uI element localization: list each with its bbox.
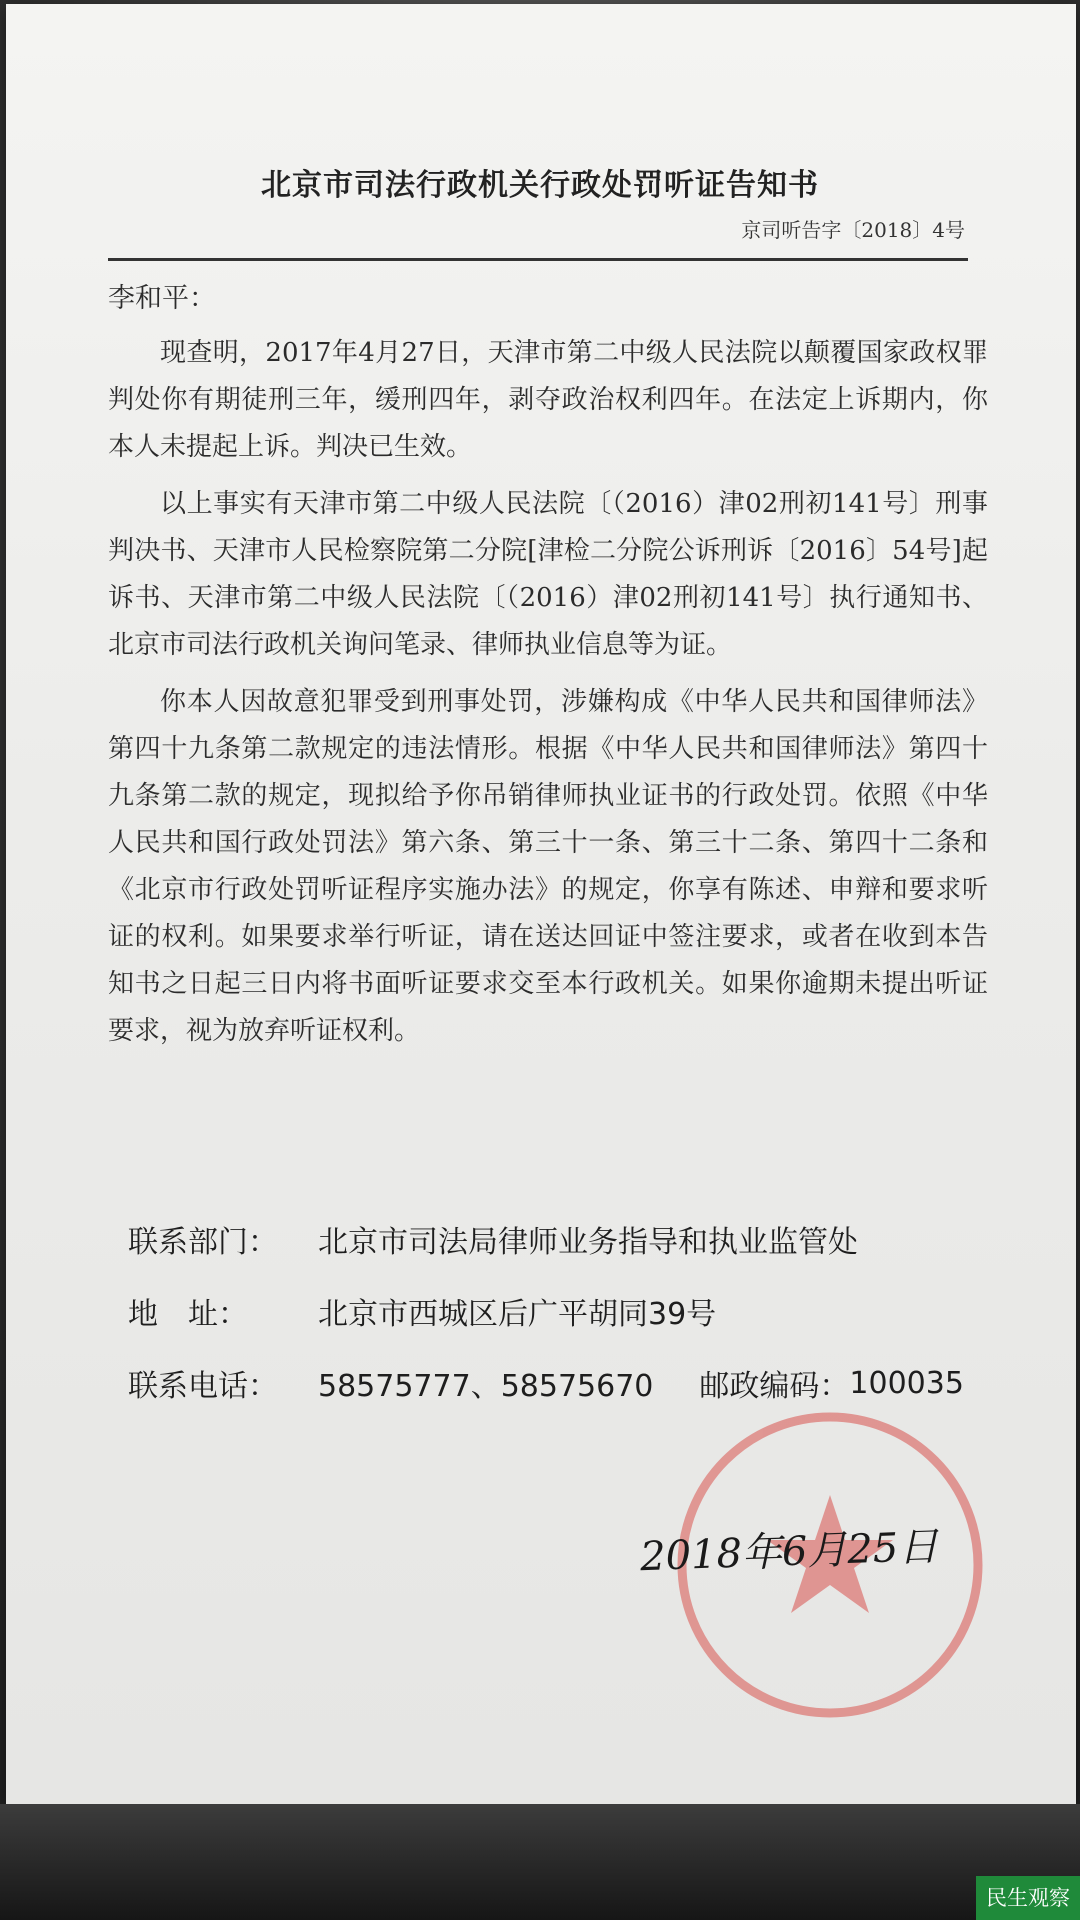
phone-label: 联系电话： <box>128 1369 278 1404</box>
paragraph-findings: 现查明，2017年4月27日，天津市第二中级人民法院以颠覆国家政权罪判处你有期徒刑三年，缓刑四年，剥夺政治权利四年。在法定上诉期内，你本人未提起上诉。判决已生效。 <box>108 338 988 462</box>
contact-address-row <box>128 1275 1028 1347</box>
contact-block <box>128 1203 1028 1419</box>
postcode-value: 100035 <box>849 1365 964 1401</box>
paragraph-evidence: 以上事实有天津市第二中级人民法院〔（2016）津02刑初141号〕刑事判决书、天津市人民检察院第二分院[津检二分院公诉刑诉〔2016〕54号]起诉书、天津市第二中级人民法院〔（2016）津02刑初141号〕执行通知书、北京市司法行政机关询问笔录、律师执业信息等为证。 <box>108 489 988 660</box>
paragraph-penalty-and-rights: 你本人因故意犯罪受到刑事处罚，涉嫌构成《中华人民共和国律师法》第四十九条第二款规定的违法情形。根据《中华人民共和国律师法》第四十九条第二款的规定，现拟给予你吊销律师执业证书的行政处罚。依照《中华人民共和国行政处罚法》第六条、第三十一条、第三十二条、第四十二条和《北京市行政处罚听证程序实施办法》的规定，你享有陈述、申辩和要求听证的权利。如果要求举行听证，请在送达回证中签注要求，或者在收到本告知书之日起三日内将书面听证要求交至本行政机关。如果你逾期未提出听证要求，视为放弃听证权利。 <box>108 687 988 1046</box>
dept-label: 联系部门： <box>128 1225 278 1260</box>
dept-value: 北京市司法局律师业务指导和执业监管处 <box>318 1225 858 1260</box>
phone-value: 58575777、58575670 <box>318 1369 654 1404</box>
photo-bottom-edge <box>0 1804 1080 1920</box>
header-divider <box>108 258 968 261</box>
address-label: 地 址： <box>128 1297 248 1332</box>
document-title: 北京市司法行政机关行政处罚听证告知书 <box>261 168 819 203</box>
signature-date: 2018年6月25日 <box>639 1523 939 1581</box>
postcode-label: 邮政编码： <box>699 1369 850 1404</box>
address-value: 北京市西城区后广平胡同39号 <box>318 1297 717 1332</box>
document-body <box>108 330 988 1065</box>
contact-dept-row <box>128 1203 1028 1275</box>
source-watermark: 民生观察 <box>976 1876 1080 1920</box>
document-number: 京司听告字〔2018〕4号 <box>741 218 965 242</box>
addressee: 李和平： <box>108 283 216 314</box>
